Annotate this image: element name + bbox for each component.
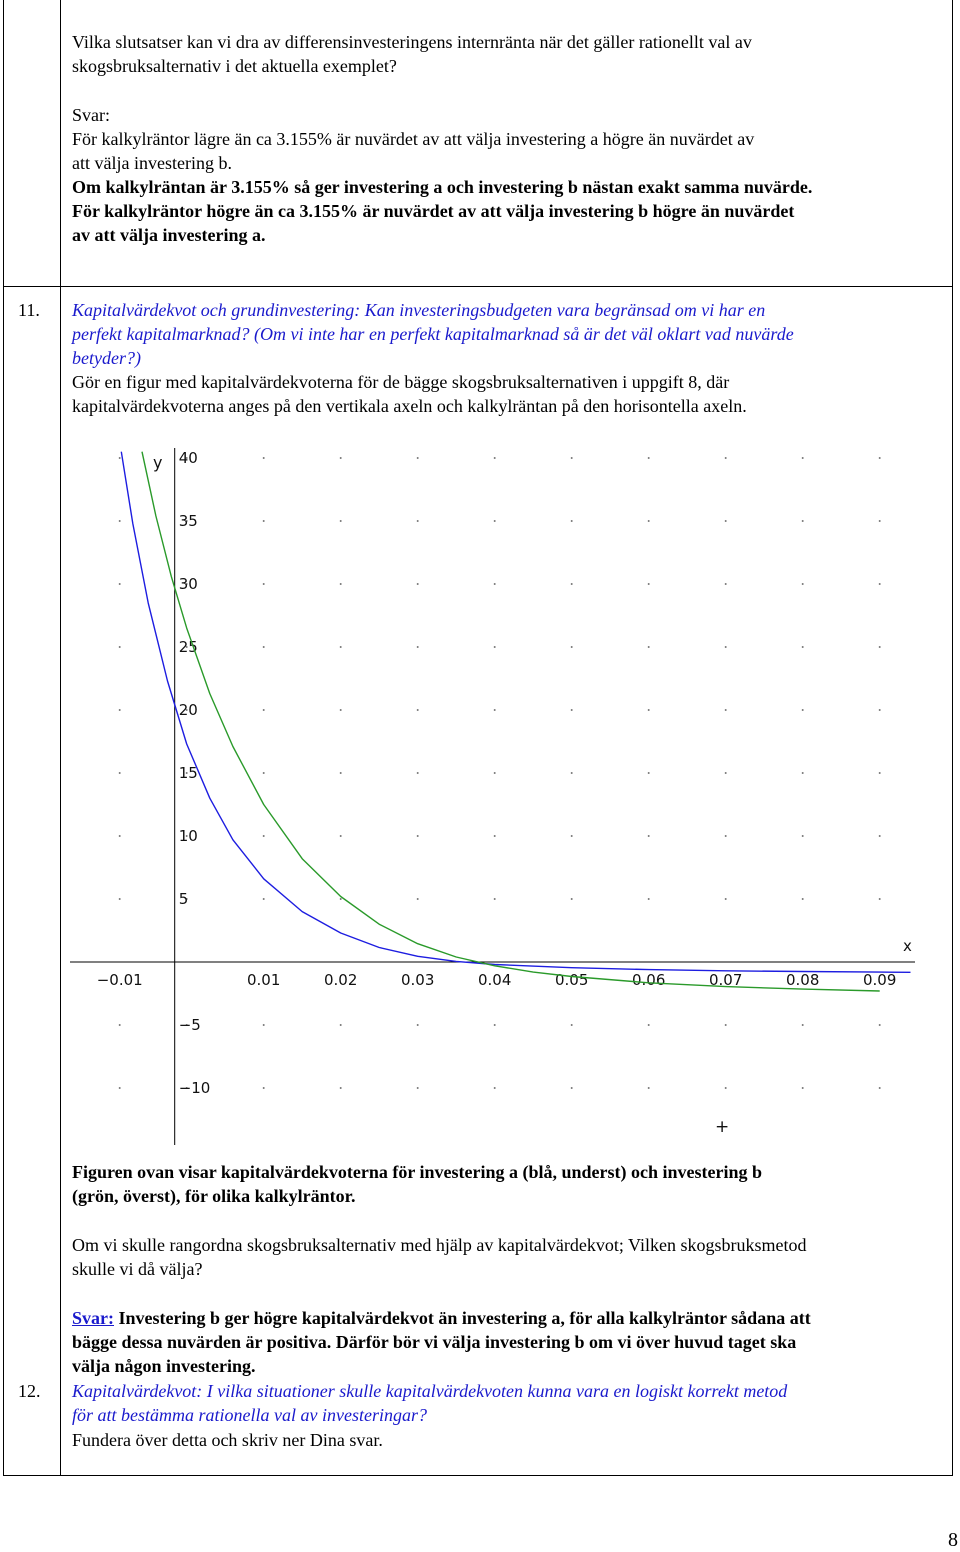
grid-dot bbox=[648, 1024, 650, 1026]
grid-dot bbox=[263, 835, 265, 837]
y-tick-label: −5 bbox=[178, 1016, 201, 1034]
y-tick-label: 30 bbox=[178, 575, 198, 593]
grid-dot bbox=[119, 709, 121, 711]
x-tick-label: 0.02 bbox=[323, 971, 358, 989]
grid-dot bbox=[879, 1024, 881, 1026]
grid-dot bbox=[119, 520, 121, 522]
table-right-border bbox=[952, 0, 953, 1476]
grid-dot bbox=[494, 646, 496, 648]
grid-dot bbox=[571, 457, 573, 459]
grid-dot bbox=[340, 583, 342, 585]
grid-dot bbox=[494, 520, 496, 522]
followup-line: skulle vi då välja? bbox=[72, 1259, 203, 1279]
grid-dot bbox=[571, 1087, 573, 1089]
grid-dot bbox=[494, 1087, 496, 1089]
q12-number: 12. bbox=[18, 1381, 41, 1401]
y-axis-label: y bbox=[153, 453, 163, 472]
grid-dot bbox=[119, 583, 121, 585]
grid-dot bbox=[802, 835, 804, 837]
grid-dot bbox=[340, 646, 342, 648]
y-tick-label: 35 bbox=[178, 512, 198, 530]
grid-dot bbox=[263, 457, 265, 459]
q11-answer-line: välja någon investering. bbox=[72, 1356, 256, 1376]
grid-dot bbox=[263, 646, 265, 648]
grid-dot bbox=[571, 1024, 573, 1026]
q11-figure-caption bbox=[72, 1160, 942, 1208]
q11-answer bbox=[72, 1306, 942, 1378]
q10-svar-label: Svar: bbox=[72, 105, 110, 125]
q11-italic-line: betyder?) bbox=[72, 348, 141, 368]
grid-dot bbox=[119, 457, 121, 459]
grid-dot bbox=[648, 835, 650, 837]
row-divider bbox=[3, 286, 953, 287]
q11-svar-label: Svar: bbox=[72, 1308, 114, 1328]
grid-dot bbox=[802, 583, 804, 585]
grid-dot bbox=[494, 772, 496, 774]
grid-dot bbox=[263, 1024, 265, 1026]
plus-marker: + bbox=[715, 1117, 730, 1137]
grid-dot bbox=[648, 898, 650, 900]
grid-dot bbox=[725, 646, 727, 648]
grid-dot bbox=[494, 583, 496, 585]
grid-dot bbox=[340, 1024, 342, 1026]
grid-dot bbox=[571, 835, 573, 837]
q11-italic-line: Kapitalvärdekvot och grundinvestering: Kan investeringsbudgeten vara begränsad om vi har en bbox=[72, 300, 766, 320]
grid-dot bbox=[725, 1024, 727, 1026]
grid-dot bbox=[802, 646, 804, 648]
y-tick-label: 25 bbox=[178, 638, 198, 656]
grid-dot bbox=[494, 1024, 496, 1026]
grid-dot bbox=[725, 835, 727, 837]
grid-dot bbox=[119, 1024, 121, 1026]
grid-dot bbox=[802, 709, 804, 711]
grid-dot bbox=[725, 457, 727, 459]
grid-dot bbox=[879, 709, 881, 711]
grid-dot bbox=[494, 457, 496, 459]
q11-answer-text: Investering b ger högre kapitalvärdekvot än investering a, för alla kalkylräntor sådana att bbox=[114, 1308, 811, 1328]
followup-line: Om vi skulle rangordna skogsbruksalternativ med hjälp av kapitalvärdekvot; Vilken skogsbruksmetod bbox=[72, 1235, 807, 1255]
grid-dot bbox=[648, 520, 650, 522]
q12-italic-question bbox=[72, 1379, 942, 1427]
q11-answer-line bbox=[72, 1306, 942, 1330]
grid-dot bbox=[263, 772, 265, 774]
q11-task bbox=[72, 370, 942, 418]
grid-dot bbox=[417, 457, 419, 459]
grid-dot bbox=[494, 709, 496, 711]
grid-dot bbox=[802, 772, 804, 774]
grid-dot bbox=[725, 583, 727, 585]
grid-dot bbox=[263, 898, 265, 900]
grid-dot bbox=[417, 583, 419, 585]
grid-dot bbox=[648, 583, 650, 585]
grid-dot bbox=[802, 457, 804, 459]
grid-dot bbox=[802, 1024, 804, 1026]
grid-dot bbox=[417, 520, 419, 522]
grid-dot bbox=[802, 898, 804, 900]
q10-answer-line: att välja investering b. bbox=[72, 153, 232, 173]
grid-dot bbox=[119, 772, 121, 774]
grid-dot bbox=[340, 898, 342, 900]
q11-italic-line: perfekt kapitalmarknad? (Om vi inte har en perfekt kapitalmarknad så är det väl oklart vad nuvärde bbox=[72, 324, 794, 344]
grid-dot bbox=[725, 772, 727, 774]
grid-dot bbox=[417, 772, 419, 774]
q10-answer-line: För kalkylräntor högre än ca 3.155% är nuvärdet av att välja investering b högre än nuvärdet bbox=[72, 201, 795, 221]
grid-dot bbox=[571, 583, 573, 585]
x-tick-label: 0.03 bbox=[400, 971, 435, 989]
grid-dot bbox=[340, 457, 342, 459]
q11-task-line: Gör en figur med kapitalvärdekvoterna för de bägge skogsbruksalternativen i uppgift 8, där bbox=[72, 372, 730, 392]
grid-dot bbox=[119, 835, 121, 837]
grid-dot bbox=[879, 583, 881, 585]
q10-answer-line: Om kalkylräntan är 3.155% så ger investering a och investering b nästan exakt samma nuvärde. bbox=[72, 177, 813, 197]
grid-dot bbox=[417, 646, 419, 648]
q12-italic-line: Kapitalvärdekvot: I vilka situationer skulle kapitalvärdekvoten kunna vara en logiskt korrekt metod bbox=[72, 1381, 788, 1401]
grid-dot bbox=[494, 898, 496, 900]
grid-dot bbox=[648, 457, 650, 459]
grid-dot bbox=[340, 520, 342, 522]
investment-a-curve bbox=[121, 452, 910, 973]
x-tick-label: 0.08 bbox=[785, 971, 820, 989]
grid-dot bbox=[725, 898, 727, 900]
q10-question-line: Vilka slutsatser kan vi dra av differensinvesteringens internränta när det gäller rationellt val av bbox=[72, 32, 752, 52]
grid-dot bbox=[263, 709, 265, 711]
x-tick-label: 0.09 bbox=[862, 971, 897, 989]
table-left-border bbox=[3, 0, 4, 1476]
grid-dot bbox=[725, 520, 727, 522]
grid-dot bbox=[879, 835, 881, 837]
q11-task-line: kapitalvärdekvoterna anges på den vertikala axeln och kalkylräntan på den horisontella axeln. bbox=[72, 396, 747, 416]
grid-dot bbox=[417, 1087, 419, 1089]
grid-dot bbox=[340, 709, 342, 711]
q10-question bbox=[72, 30, 942, 78]
x-tick-label: 0.07 bbox=[708, 971, 743, 989]
grid-dot bbox=[648, 1087, 650, 1089]
q11-followup-question bbox=[72, 1233, 942, 1281]
grid-dot bbox=[571, 520, 573, 522]
grid-dot bbox=[340, 835, 342, 837]
grid-dot bbox=[417, 709, 419, 711]
caption-line: Figuren ovan visar kapitalvärdekvoterna för investering a (blå, underst) och investering b bbox=[72, 1162, 763, 1182]
y-tick-label: 5 bbox=[178, 890, 189, 908]
q10-question-line: skogsbruksalternativ i det aktuella exemplet? bbox=[72, 56, 397, 76]
grid-dot bbox=[648, 772, 650, 774]
x-tick-label: −0.01 bbox=[96, 971, 143, 989]
x-tick-label: 0.05 bbox=[554, 971, 589, 989]
grid-dot bbox=[417, 898, 419, 900]
grid-dot bbox=[879, 520, 881, 522]
x-axis-label: x bbox=[903, 937, 912, 955]
y-tick-label: −10 bbox=[178, 1079, 211, 1097]
grid-dot bbox=[725, 709, 727, 711]
q11-number: 11. bbox=[18, 300, 40, 320]
x-tick-label: 0.04 bbox=[477, 971, 512, 989]
y-tick-label: 40 bbox=[178, 449, 198, 467]
grid-dot bbox=[802, 1087, 804, 1089]
grid-dot bbox=[879, 646, 881, 648]
y-tick-label: 10 bbox=[178, 827, 198, 845]
grid-dot bbox=[119, 1087, 121, 1089]
grid-dot bbox=[119, 898, 121, 900]
grid-dot bbox=[879, 457, 881, 459]
y-tick-label: 20 bbox=[178, 701, 198, 719]
grid-dot bbox=[571, 646, 573, 648]
grid-dot bbox=[494, 835, 496, 837]
x-tick-label: 0.01 bbox=[246, 971, 281, 989]
y-tick-label: 15 bbox=[178, 764, 198, 782]
q10-answer-line: För kalkylräntor lägre än ca 3.155% är nuvärdet av att välja investering a högre än nuvärdet av bbox=[72, 129, 755, 149]
grid-dot bbox=[648, 709, 650, 711]
q11-italic-question bbox=[72, 298, 942, 370]
grid-dot bbox=[263, 583, 265, 585]
grid-dot bbox=[263, 520, 265, 522]
q11-answer-line: bägge dessa nuvärden är positiva. Därför bör vi välja investering b om vi över huvud taget ska bbox=[72, 1332, 797, 1352]
grid-dot bbox=[571, 709, 573, 711]
grid-dot bbox=[340, 772, 342, 774]
grid-dot bbox=[879, 1087, 881, 1089]
grid-dot bbox=[879, 772, 881, 774]
q10-answer bbox=[72, 103, 942, 247]
grid-dot bbox=[802, 520, 804, 522]
x-tick-label: 0.06 bbox=[631, 971, 666, 989]
table-bottom-border bbox=[3, 1475, 953, 1476]
grid-dot bbox=[263, 1087, 265, 1089]
grid-dot bbox=[571, 898, 573, 900]
q12-italic-line: för att bestämma rationella val av investeringar? bbox=[72, 1405, 427, 1425]
grid-dot bbox=[648, 646, 650, 648]
capital-value-ratio-chart bbox=[60, 440, 930, 1150]
caption-line: (grön, överst), för olika kalkylräntor. bbox=[72, 1186, 356, 1206]
grid-dot bbox=[571, 772, 573, 774]
grid-dot bbox=[340, 1087, 342, 1089]
grid-dot bbox=[879, 898, 881, 900]
page-number: 8 bbox=[948, 1529, 958, 1551]
q10-answer-line: av att välja investering a. bbox=[72, 225, 266, 245]
grid-dot bbox=[725, 1087, 727, 1089]
investment-b-curve bbox=[142, 452, 880, 991]
grid-dot bbox=[119, 646, 121, 648]
grid-dot bbox=[417, 835, 419, 837]
q12-task: Fundera över detta och skriv ner Dina svar. bbox=[72, 1430, 383, 1450]
grid-dot bbox=[417, 1024, 419, 1026]
